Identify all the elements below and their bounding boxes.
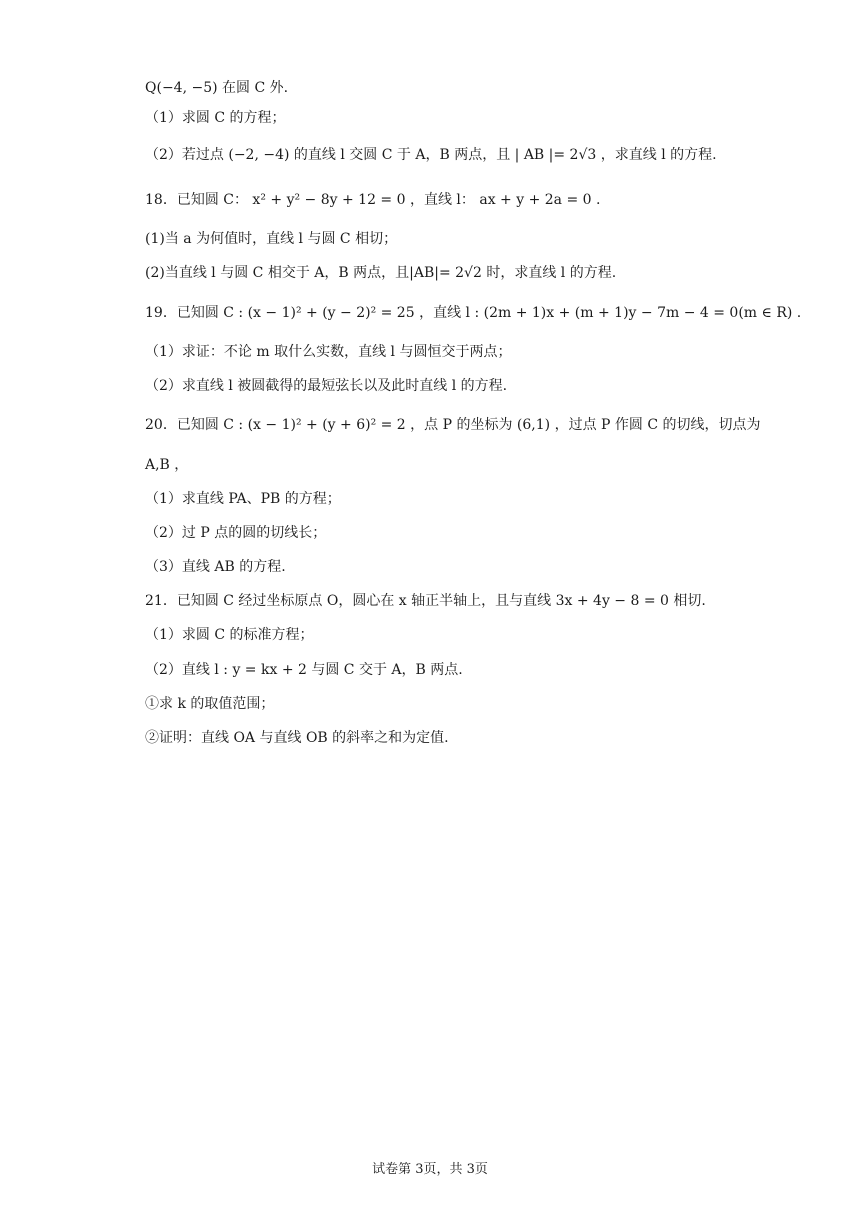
- text-line: （3）直线 AB 的方程.: [145, 559, 286, 575]
- text-line: （1）求证：不论 m 取什么实数，直线 l 与圆恒交于两点；: [145, 344, 512, 360]
- problem-18-title: 18．已知圆 C： x² + y² − 8y + 12 = 0 ，直线 l： ax + y + 2a = 0 .: [145, 192, 601, 208]
- text-line: （2）求直线 l 被圆截得的最短弦长以及此时直线 l 的方程.: [145, 378, 508, 394]
- text-line: （2）过 P 点的圆的切线长；: [145, 525, 327, 541]
- page-footer: 试卷第 3页，共 3页: [372, 1162, 488, 1177]
- text-line: (2)当直线 l 与圆 C 相交于 A，B 两点，且|AB|= 2√2 时，求直线 l 的方程.: [145, 265, 617, 281]
- text-line: （2）若过点 (−2, −4) 的直线 l 交圆 C 于 A，B 两点，且 | AB |= 2√3 ，求直线 l 的方程.: [145, 147, 717, 163]
- text-line: （2）直线 l : y = kx + 2 与圆 C 交于 A，B 两点.: [145, 662, 463, 678]
- problem-21-title: 21．已知圆 C 经过坐标原点 O，圆心在 x 轴正半轴上，且与直线 3x + 4y − 8 = 0 相切.: [145, 593, 706, 609]
- text-line: (1)当 a 为何值时，直线 l 与圆 C 相切；: [145, 231, 398, 247]
- text-line: （1）求圆 C 的标准方程；: [145, 627, 314, 643]
- text-line: （1）求直线 PA、PB 的方程；: [145, 491, 341, 507]
- text-line: ①求 k 的取值范围；: [145, 696, 275, 712]
- text-line: （1）求圆 C 的方程；: [145, 110, 286, 126]
- problem-19-title: 19．已知圆 C : (x − 1)² + (y − 2)² = 25 ，直线 l : (2m + 1)x + (m + 1)y − 7m − 4 = 0(m ∈ R) .: [145, 305, 802, 321]
- text-line: A,B ，: [145, 457, 189, 473]
- text-line: Q(−4, −5) 在圆 C 外.: [145, 80, 289, 96]
- problem-20-title: 20．已知圆 C : (x − 1)² + (y + 6)² = 2 ，点 P 的坐标为 (6,1) ，过点 P 作圆 C 的切线，切点为: [145, 417, 761, 433]
- text-line: ②证明：直线 OA 与直线 OB 的斜率之和为定值.: [145, 730, 449, 746]
